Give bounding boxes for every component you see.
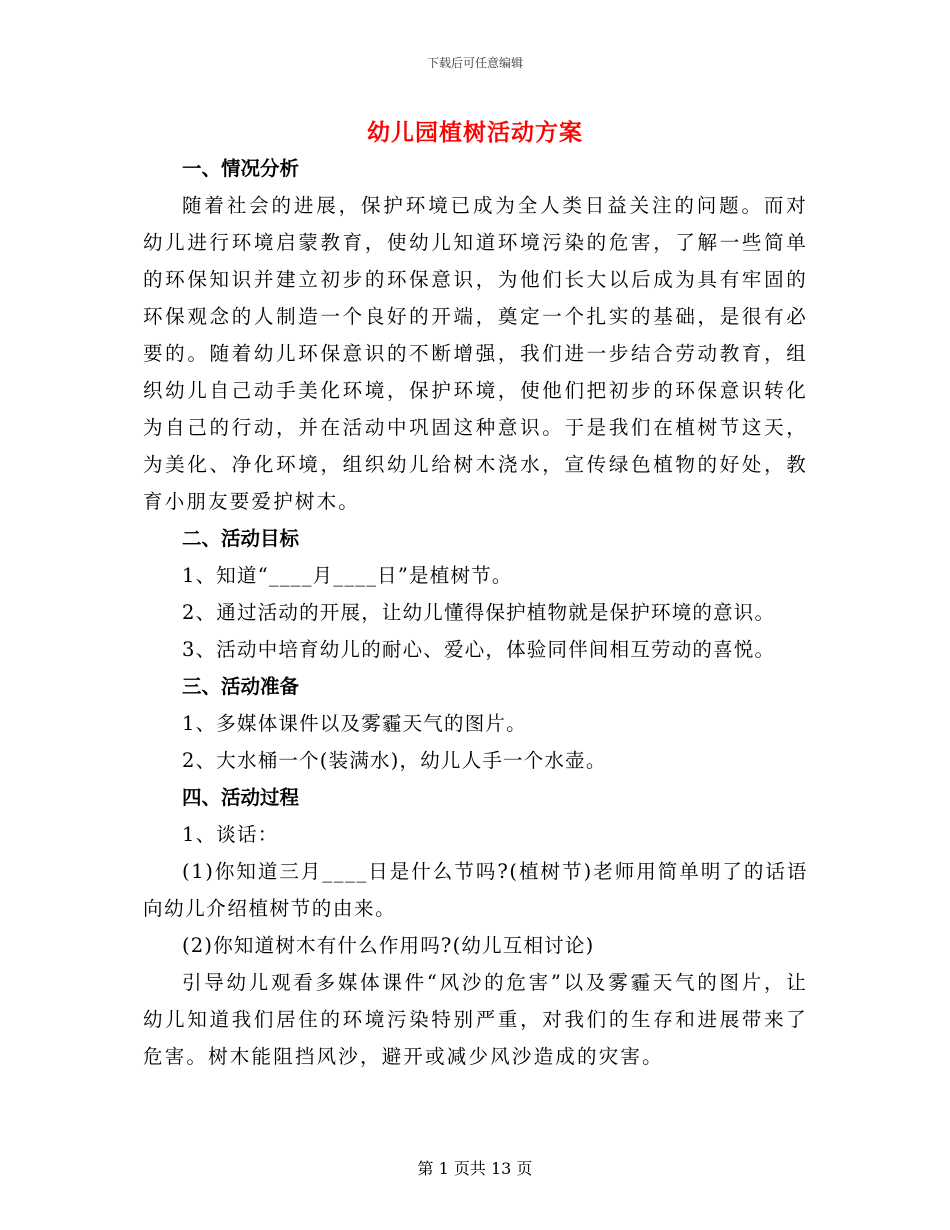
document-title: 幼儿园植树活动方案 <box>367 119 583 146</box>
goal-item: 1、知道“____月____日”是植树节。 <box>182 564 513 587</box>
section-heading-situation: 一、情况分析 <box>182 157 300 180</box>
goal-item: 3、活动中培育幼儿的耐心、爱心，体验同伴间相互劳动的喜悦。 <box>182 638 776 661</box>
process-question: (1)你知道三月____日是什么节吗?(植树节)老师用简单明了的话语向幼儿介绍植树节的由来。 <box>143 860 808 920</box>
situation-paragraph: 随着社会的进展，保护环境已成为全人类日益关注的问题。而对幼儿进行环境启蒙教育，使幼儿知道环境污染的危害，了解一些简单的环保知识并建立初步的环保意识，为他们长大以后成为具有牢固的环保观念的人制造一个良好的开端，奠定一个扎实的基础，是很有必要的。随着幼儿环保意识的不断增强，我们进一步结合劳动教育，组织幼儿自己动手美化环境，保护环境，使他们把初步的环保意识转化为自己的行动，并在活动中巩固这种意识。于是我们在植树节这天，为美化、净化环境，组织幼儿给树木浇水，宣传绿色植物的好处，教育小朋友要爱护树木。 <box>143 194 808 513</box>
process-step: 1、谈话： <box>182 823 279 846</box>
preparation-item: 2、大水桶一个(装满水)，幼儿人手一个水壶。 <box>182 749 607 772</box>
section-heading-goals: 二、活动目标 <box>182 527 300 550</box>
document-body <box>143 150 808 1075</box>
header-note: 下载后可任意编辑 <box>426 56 523 70</box>
process-paragraph: 引导幼儿观看多媒体课件“风沙的危害”以及雾霾天气的图片，让幼儿知道我们居住的环境污染特别严重，对我们的生存和进展带来了危害。树木能阻挡风沙，避开或减少风沙造成的灾害。 <box>143 971 808 1068</box>
goal-item: 2、通过活动的开展，让幼儿懂得保护植物就是保护环境的意识。 <box>182 601 776 624</box>
process-question: (2)你知道树木有什么作用吗?(幼儿互相讨论) <box>182 934 595 957</box>
section-heading-preparation: 三、活动准备 <box>182 675 300 698</box>
page-footer: 第 1 页共 13 页 <box>417 1159 533 1178</box>
preparation-item: 1、多媒体课件以及雾霾天气的图片。 <box>182 712 527 735</box>
section-heading-process: 四、活动过程 <box>182 786 300 809</box>
